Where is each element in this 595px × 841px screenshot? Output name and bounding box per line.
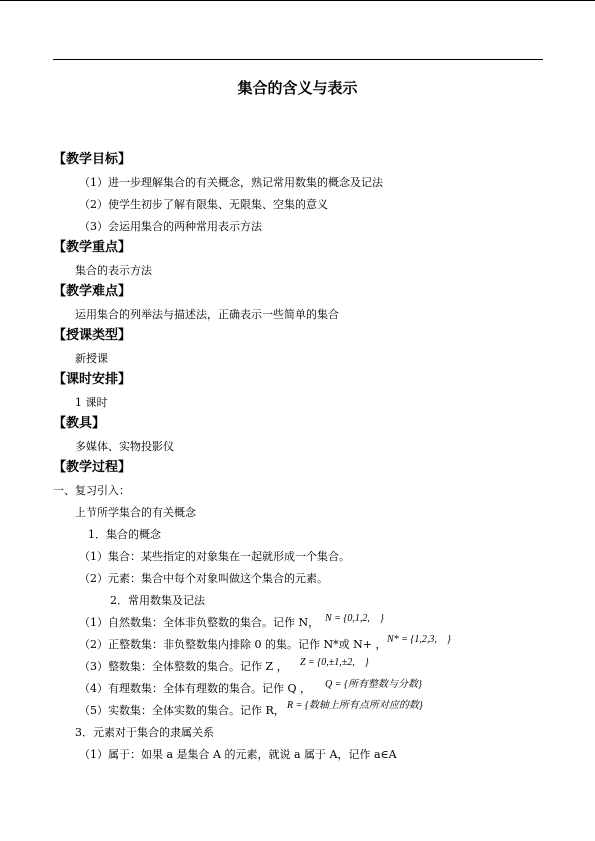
rational-set-text: （4）有理数集：全体有理数的集合。记作 Q ， — [79, 682, 312, 695]
section-schedule: 【课时安排】 — [53, 372, 132, 387]
rational-set-formula: Q = {所有整数与分数} — [325, 679, 422, 690]
section-tools: 【教具】 — [53, 416, 106, 431]
difficulty-text: 运用集合的列举法与描述法，正确表示一些简单的集合 — [75, 308, 339, 321]
positive-set-formula: N* = {1,2,3, } — [387, 634, 451, 645]
tools-text: 多媒体、实物投影仪 — [75, 440, 174, 453]
prev-concept: 上节所学集合的有关概念 — [75, 506, 196, 519]
section-key: 【教学重点】 — [53, 240, 132, 255]
type-text: 新授课 — [75, 352, 108, 365]
concept-heading: 1．集合的概念 — [88, 528, 161, 541]
integer-set-formula: Z = {0,±1,±2, } — [300, 657, 369, 668]
set-definition: （1）集合：某些指定的对象集在一起就形成一个集合。 — [79, 550, 350, 563]
page-title: 集合的含义与表示 — [237, 79, 358, 97]
belongs-text: （1）属于：如果 a 是集合 A 的元素，就说 a 属于 A，记作 a∈A — [79, 748, 397, 761]
real-set-text: （5）实数集：全体实数的集合。记作 R， — [79, 704, 285, 717]
natural-set-text: （1）自然数集：全体非负整数的集合。记作 N， — [79, 616, 320, 629]
goal-item: （3）会运用集合的两种常用表示方法 — [79, 220, 262, 233]
review-heading: 一、复习引入： — [53, 484, 130, 497]
real-set-formula: R = {数轴上所有点所对应的数} — [287, 700, 423, 711]
common-sets-heading: 2．常用数集及记法 — [110, 594, 205, 607]
relation-heading: 3．元素对于集合的隶属关系 — [75, 726, 214, 739]
key-text: 集合的表示方法 — [75, 264, 152, 277]
positive-set-text: （2）正整数集：非负整数集内排除 0 的集。记作 N*或 N+ ， — [79, 638, 387, 651]
section-type: 【授课类型】 — [53, 328, 132, 343]
header-rule — [53, 59, 543, 60]
goal-item: （2）使学生初步了解有限集、无限集、空集的意义 — [79, 198, 328, 211]
section-difficulty: 【教学难点】 — [53, 284, 132, 299]
section-goals: 【教学目标】 — [53, 152, 132, 167]
section-process: 【教学过程】 — [53, 460, 132, 475]
natural-set-formula: N = {0,1,2, } — [325, 613, 384, 624]
top-border — [0, 0, 595, 1]
schedule-text: 1 课时 — [75, 396, 108, 409]
goal-item: （1）进一步理解集合的有关概念，熟记常用数集的概念及记法 — [79, 176, 383, 189]
integer-set-text: （3）整数集：全体整数的集合。记作 Z ， — [79, 660, 288, 673]
element-definition: （2）元素：集合中每个对象叫做这个集合的元素。 — [79, 572, 328, 585]
